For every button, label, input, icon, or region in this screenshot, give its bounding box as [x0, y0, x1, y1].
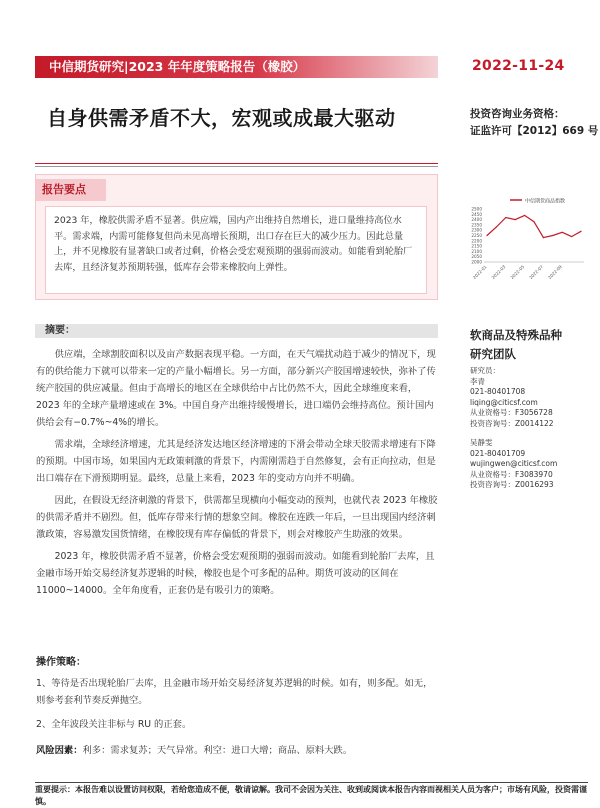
- series-point: [562, 232, 563, 233]
- analyst-name: 李青: [470, 376, 485, 386]
- y-tick-label: 2450: [471, 211, 482, 217]
- summary-tag: 报告要点: [36, 179, 106, 201]
- analyst-cert: 投资咨询号：Z0014122: [470, 418, 554, 428]
- abstract-paragraph: 因此，在假设无经济刺激的背景下，供需都呈现横向小幅变动的预判，也就代表 2023 年橡胶的供需矛盾并不剧烈。但，低库存带来行情的想象空间。橡胶在连跌一年后，一旦出现国内经济刺激政策，容易激发国货情绪，在橡胶现有库存偏低的背景下，则会对橡胶产生助涨的效果。: [36, 495, 438, 540]
- x-axis-ticks: [472, 264, 563, 280]
- y-tick-label: 2300: [471, 227, 482, 233]
- summary-text: 2023 年，橡胶供需矛盾不显著。供应端，国内产出维持自然增长，进口量维持高位水平。需求端，内需可能修复但尚未见高增长预期，出口存在巨大的减少压力。因此总量上，并不见橡胶有显著缺口或者过剩，价格会受宏观预期的强弱而波动。如能看到轮胎厂去库，且经济复苏预期转强，低库存会带来橡胶向上弹性。: [45, 206, 427, 294]
- footer-disclaimer: 重要提示：本报告难以设置访问权限，若给您造成不便，敬请谅解。我司不会因为关注、收到或阅读本报告内容而视相关人员为客户；市场有风险，投资需谨慎。: [35, 785, 587, 806]
- analyst-card: [470, 438, 557, 491]
- y-tick-label: 2050: [471, 254, 482, 260]
- operations-item-2: 2、全年波段关注非标与 RU 的正套。: [36, 719, 192, 730]
- chart-svg: [458, 195, 588, 285]
- x-tick-label: 2022-07: [528, 264, 545, 281]
- footer-divider: [35, 782, 588, 783]
- y-tick-label: 2200: [471, 238, 482, 244]
- series-point: [496, 226, 497, 227]
- title-divider: [35, 163, 438, 164]
- report-date: 2022-11-24: [472, 58, 565, 74]
- analyst-card: [470, 366, 554, 429]
- commodity-index-chart: [458, 195, 588, 285]
- legend-label: 中信期货商品指数: [525, 198, 566, 205]
- abstract-paragraph: 2023 年，橡胶供需矛盾不显著，价格会受宏观预期的强弱而波动。如能看到轮胎厂去库，且金融市场开始交易经济复苏逻辑的时候，橡胶也是个可多配的品种。期货可波动的区间在 11000~14000。全年角度看，正套仍是有吸引力的策略。: [36, 551, 435, 596]
- y-tick-label: 2350: [471, 222, 482, 228]
- series-point: [515, 219, 516, 220]
- x-tick-label: 2022-05: [509, 264, 526, 281]
- y-tick-label: 2500: [471, 206, 482, 212]
- analyst-cert: 从业资格号：F3083970: [470, 469, 553, 479]
- analyst-email[interactable]: liqing@citicsf.com: [470, 397, 538, 407]
- abstract-body: [36, 346, 438, 604]
- team-name-line2: 研究团队: [470, 347, 516, 361]
- series-line: [487, 215, 581, 237]
- page-title: 自身供需矛盾不大，宏观或成最大驱动: [47, 106, 396, 130]
- x-tick-label: 2022-01: [471, 264, 488, 281]
- series-point: [486, 235, 487, 236]
- risk-label: 风险因素：: [36, 745, 83, 756]
- analyst-cert: 投资咨询号：Z0016293: [470, 480, 554, 489]
- summary-box: [35, 174, 438, 300]
- risk-factors: [36, 742, 352, 756]
- analyst-phone: 021-80401709: [470, 448, 526, 458]
- qualification-block: [470, 106, 598, 140]
- x-tick-label: 2022-09: [546, 264, 563, 281]
- series-point: [505, 217, 506, 218]
- y-tick-label: 2000: [471, 259, 482, 265]
- abstract-paragraph: 需求端，全球经济增速，尤其是经济发达地区经济增速的下滑会带动全球天胶需求增速有下降的预期。中国市场，如果国内无政策刺激的背景下，内需刚需趋于自然修复，会有正向拉动，但是出口端存在下滑预期明显。最终，总量上来看，2023 年的变动方向并不明确。: [36, 439, 436, 484]
- series-point: [543, 237, 544, 238]
- operations-title: 操作策略：: [36, 657, 86, 668]
- y-tick-label: 2150: [471, 243, 482, 249]
- y-tick-label: 2250: [471, 233, 482, 238]
- team-title: [470, 326, 562, 364]
- x-tick-label: 2022-03: [490, 264, 507, 281]
- series-point: [571, 236, 572, 237]
- operations-item-1: 1、等待是否出现轮胎厂去库，且金融市场开始交易经济复苏逻辑的时候。如有，则多配。如无，则参考套利节奏反弹抛空。: [36, 678, 433, 706]
- y-axis-ticks: [471, 207, 482, 265]
- analyst-name: 吴静雯: [470, 438, 493, 447]
- report-banner: 中信期货研究|2023 年年度策略报告（橡胶）: [35, 56, 438, 78]
- y-tick-label: 2100: [471, 248, 482, 254]
- risk-text: 利多：需求复苏；天气异常。利空：进口大增；商品、原料大跌。: [82, 745, 353, 756]
- abstract-paragraph: 供应端，全球割胶面积以及亩产数据表现平稳。一方面，在天气端扰动趋于减少的情况下，现有的供给能力下就可以带来一定的产量小幅增长。另一方面，部分新兴产胶国增速较快，弥补了传统产胶国的供应减量。但由于高增长的地区在全球供给中占比仍然不大，因此全球维度来看，2023 年的全球产量增速或在 3%。中国自身产出维持缓慢增长，进口端仍会维持高位。预计国内供给会有−0.7%~4%的增长。: [36, 349, 436, 428]
- analyst-phone: 021-80401708: [470, 387, 526, 396]
- qualification-line2: 证监许可【2012】669 号: [470, 125, 599, 137]
- analyst-role: 研究员：: [470, 366, 500, 375]
- series-point: [552, 235, 553, 236]
- title-divider-secondary: [35, 166, 438, 167]
- analyst-cert: 从业资格号：F3056728: [470, 408, 553, 417]
- y-tick-label: 2400: [471, 217, 482, 223]
- series-point: [533, 221, 534, 222]
- qualification-line1: 投资咨询业务资格：: [470, 108, 565, 120]
- abstract-header: 摘要：: [35, 324, 438, 338]
- series-point: [524, 215, 525, 216]
- analyst-email[interactable]: wujingwen@citicsf.com: [470, 459, 558, 468]
- team-name-line1: 软商品及特殊品种: [470, 328, 562, 342]
- series-point: [580, 231, 581, 232]
